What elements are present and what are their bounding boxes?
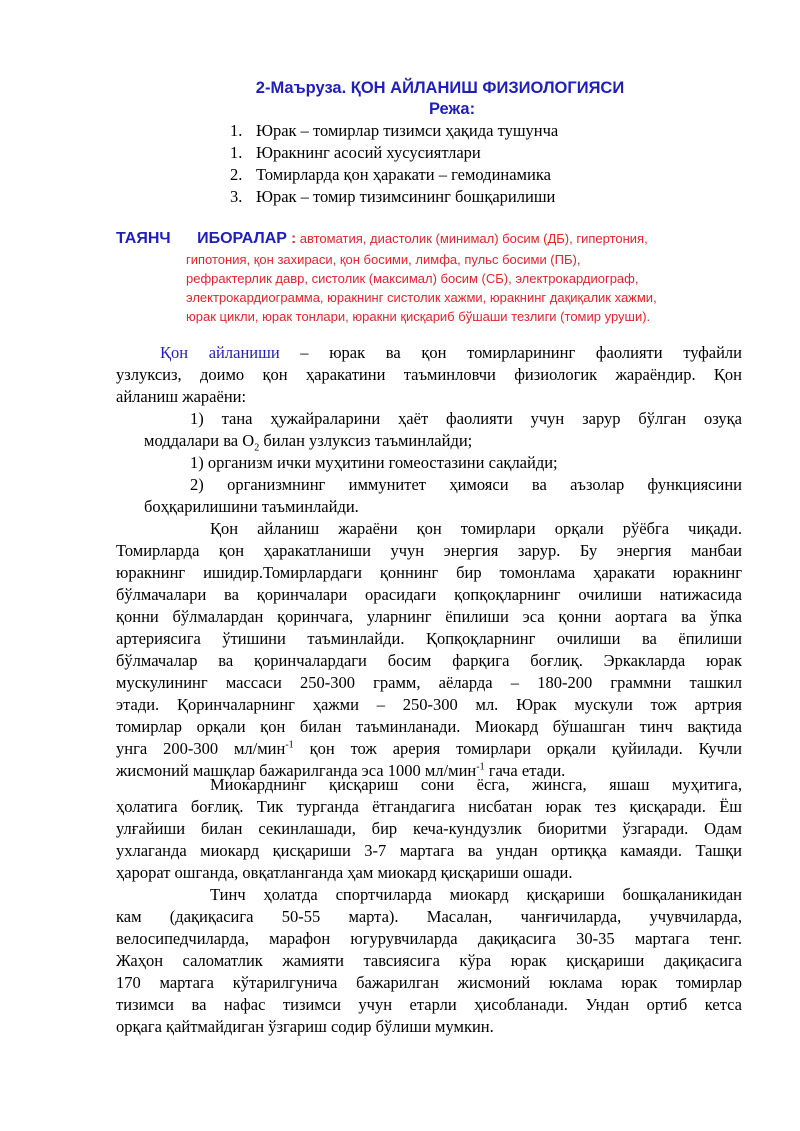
text-line: ҳолатига боғлиқ. Тик турганда ётгандагига нисбатан юрак тез қисқаради. Ёш <box>116 797 742 816</box>
plan-item-number: 2. <box>230 165 243 184</box>
function-item-line: 2) организмнинг иммунитет ҳимояси ва аъзолар функциясини <box>190 475 742 494</box>
functions-list <box>116 408 742 518</box>
text-segment: унга 200-300 мл/мин <box>116 739 286 758</box>
text-line <box>116 738 742 760</box>
plan-item-text: Томирларда қон ҳаракати – гемодинамика <box>256 165 551 184</box>
text-line: Қон айланиш жараёни қон томирлари орқали рўёбга чиқади. <box>210 519 742 538</box>
keywords-heading-line <box>116 230 648 248</box>
text-line: этади. Қоринчаларнинг ҳажми – 250-300 мл. Юрак мускули тож артрия <box>116 695 742 714</box>
function-item-line: боҳқарилишини таъминлайди. <box>144 497 359 516</box>
text-line: мускулининг массаси 250-300 грамм, аёларда – 180-200 граммни ташкил <box>116 673 742 692</box>
text-segment: моддалари ва О <box>144 431 255 450</box>
subscript: 2 <box>254 442 260 454</box>
text-segment: – юрак ва қон томирларининг фаолияти туфайли <box>279 343 742 362</box>
keywords-list <box>186 250 657 326</box>
text-line: ҳарорат ошганда, овқатланганда ҳам миокард қисқариши ошади. <box>116 863 573 882</box>
text-line: айланиш жараёни: <box>116 387 247 406</box>
text-line: Жаҳон саломатлик жамияти тавсиясига кўра юрак қисқариши дақиқасига <box>116 951 742 970</box>
plan-item-text: Юрак – томирлар тизимси ҳақида тушунча <box>256 121 559 140</box>
text-line: велосипедчиларда, марафон югурувчиларда дақиқасига 30-35 мартага тенг. <box>116 929 742 948</box>
text-line: тизимси ва нафас тизимси учун етарли ҳисобланади. Ундан ортиб кетса <box>116 995 742 1014</box>
plan-item <box>230 186 558 208</box>
text-line: кам (дақиқасига 50-55 марта). Масалан, чанғичиларда, учувчиларда, <box>116 907 742 926</box>
text-line: юракнинг ишидир.Томирлардаги қоннинг бир томонлама ҳаракати юракнинг <box>116 563 742 582</box>
plan-item-number: 1. <box>230 121 243 140</box>
text-line: Томирларда қон ҳаракатланиши учун энергия зарур. Бу энергия манбаи <box>116 541 742 560</box>
plan-list <box>230 120 558 208</box>
paragraph-heart-function <box>116 518 742 782</box>
text-line: бўлмачалар ва қоринчалардаги босим фарқига боғлиқ. Эркакларда юрак <box>116 651 742 670</box>
keywords-colon: : <box>286 230 297 247</box>
paragraph-athletes <box>116 884 742 1038</box>
plan-item-number: 3. <box>230 187 243 206</box>
text-segment: билан узлуксиз таъминлайди; <box>259 431 473 450</box>
text-line: Миокарднинг қисқариш сони ёсга, жинсга, яшаш муҳитига, <box>210 775 742 794</box>
text-line: томирлар орқали қон билан таъминланади. Миокард бўшашган тинч вақтида <box>116 717 742 736</box>
plan-item-text: Юрак – томир тизимсининг бошқарилиши <box>256 187 556 206</box>
plan-item-text: Юракнинг асосий хусусиятлари <box>256 143 481 162</box>
text-line: артериясига ўтишини таъминлайди. Қопқоқларнинг очилиши ва ёпилиши <box>116 629 742 648</box>
text-segment: гача етади. <box>484 761 566 780</box>
text-segment: жисмоний машқлар бажарилганда эса 1000 мл/мин <box>116 761 477 780</box>
plan-heading: Режа: <box>428 100 476 118</box>
text-line: 170 мартага кўтарилгунича бажарилган жисмоний юклама юрак томирлар <box>116 973 742 992</box>
keywords-label: ТАЯНЧ ИБОРАЛАР <box>116 230 287 247</box>
term-highlight: Қон айланиши <box>160 343 280 362</box>
lecture-title: 2-Маъруза. ҚОН АЙЛАНИШ ФИЗИОЛОГИЯСИ <box>255 79 625 97</box>
function-item-line <box>116 430 742 452</box>
text-line: орқага қайтмайдиган ўзгариш содир бўлиши мумкин. <box>116 1017 494 1036</box>
plan-item-number: 1. <box>230 143 243 162</box>
text-segment: қон тож арерия томирлари орқали қуйилади. Кучли <box>293 739 742 758</box>
text-line <box>116 342 742 364</box>
paragraph-circulation-definition <box>116 342 742 408</box>
text-line: бўлмачалари ва қоринчалари орасидаги қопқоқларнинг очилиши натижасида <box>116 585 742 604</box>
superscript: -1 <box>285 739 294 751</box>
text-line: узлуксиз, доимо қон ҳаракатини таъминловчи физиологик жараёндир. Қон <box>116 365 742 384</box>
text-line: ухлаганда миокард қисқариши 3-7 мартага ва ундан ортиққа камаяди. Ташқи <box>116 841 742 860</box>
text-line: қонни бўлмалардан қоринчага, уларнинг ёпилиши эса қонни аортага ва ўпка <box>116 607 742 626</box>
superscript: -1 <box>476 761 485 773</box>
plan-item <box>230 164 558 186</box>
function-item-line: 1) тана ҳужайраларини ҳаёт фаолияти учун зарур бўлган озуқа <box>190 409 742 428</box>
function-item-line: 1) организм ички муҳитини гомеостазини сақлайди; <box>190 453 558 472</box>
text-line: Тинч ҳолатда спортчиларда миокард қисқариши бошқаланикидан <box>210 885 742 904</box>
keywords-first-line: автоматия, диастолик (минимал) босим (ДБ), гипертония, <box>296 231 648 246</box>
plan-item <box>230 120 558 142</box>
plan-item <box>230 142 558 164</box>
keywords-line: электрокардиограмма, юракнинг систолик хажми, юракнинг дақиқалик хажми, <box>186 290 657 305</box>
keywords-line: рефрактерлик давр, систолик (максимал) босим (СБ), электрокардиограф, <box>186 271 639 286</box>
text-line: улғайиши билан секинлашади, бир кеча-кундузлик биоритми ўзгаради. Одам <box>116 819 742 838</box>
keywords-line: юрак цикли, юрак тонлари, юракни қисқариб бўшаши тезлиги (томир уруши). <box>186 309 651 324</box>
keywords-line: гипотония, қон захираси, қон босими, лимфа, пульс босими (ПБ), <box>186 252 581 267</box>
paragraph-contraction-rate <box>116 774 742 884</box>
